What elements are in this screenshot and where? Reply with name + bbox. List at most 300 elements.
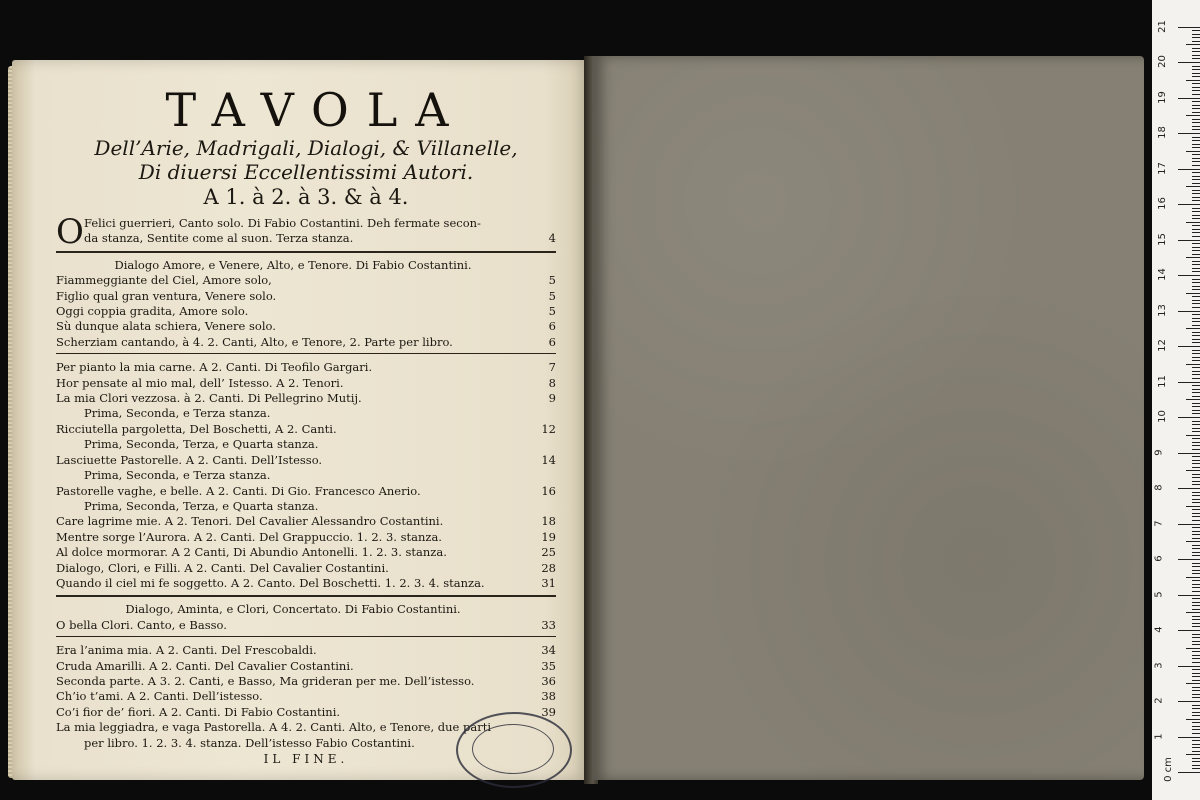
ruler-tick [1192,129,1200,130]
entry-text: Prima, Seconda, Terza, e Quarta stanza. [84,498,319,513]
ruler-tick [1192,722,1200,723]
toc-entry [56,422,556,437]
page-number: 35 [541,658,556,673]
library-stamp [456,712,572,788]
page-number: 28 [541,560,556,575]
ruler-tick [1192,509,1200,510]
toc-entry [56,360,556,375]
ruler-tick [1192,534,1200,535]
ruler-tick [1192,413,1200,414]
ruler-tick [1178,666,1200,667]
ruler-tick [1192,705,1200,706]
ruler-tick [1192,147,1200,148]
ruler-label: 19 [1156,90,1168,104]
toc-entry [56,643,556,658]
ruler-label: 12 [1156,339,1168,352]
ruler-tick [1192,662,1200,663]
ruler-tick [1192,555,1200,556]
ruler-tick [1186,44,1200,45]
ruler-tick [1192,161,1200,162]
ruler-tick [1192,460,1200,461]
ruler-tick [1178,488,1200,489]
entry-text: Cruda Amarilli. A 2. Canti. Del Cavalier Costantini. [56,658,354,673]
toc-entry [56,453,556,468]
toc-entry [56,576,556,591]
ruler-tick [1192,94,1200,95]
intro-line-2: da stanza, Sentite come al suon. Terza stanza. 4 [84,231,556,246]
ruler-tick [1192,516,1200,517]
ruler-tick [1192,623,1200,624]
toc-entry [56,391,556,406]
ruler-tick [1192,467,1200,468]
ruler-tick [1186,435,1200,436]
entry-text: La mia leggiadra, e vaga Pastorella. A 4. 2. Canti. Alto, e Tenore, due parti [56,720,492,735]
toc-entry [56,258,556,273]
ruler-tick [1192,193,1200,194]
ruler-tick [1186,399,1200,400]
ruler-label: 20 [1156,55,1168,68]
section-2 [56,360,556,591]
ruler-tick [1192,570,1200,571]
ruler-tick [1192,442,1200,443]
ruler-tick [1192,445,1200,446]
ruler-tick [1192,587,1200,588]
ruler-tick [1192,357,1200,358]
ruler-tick [1192,651,1200,652]
ruler-tick [1192,548,1200,549]
ruler-tick [1192,520,1200,521]
ruler-tick [1192,634,1200,635]
toc-entry [56,618,556,633]
ruler-tick [1192,584,1200,585]
ruler-tick [1192,431,1200,432]
toc-entry [56,499,556,514]
ruler-tick [1178,27,1200,28]
entry-text: Era l’anima mia. A 2. Canti. Del Frescobaldi. [56,643,317,658]
section-rule [56,595,556,597]
ruler-tick [1192,76,1200,77]
ruler-label: 13 [1156,303,1168,317]
ruler-label: 9 [1153,448,1165,456]
entry-text: Scherziam cantando, à 4. 2. Canti, Alto, e Tenore, 2. Parte per libro. [56,334,453,349]
ruler-tick [1192,197,1200,198]
ruler-tick [1192,438,1200,439]
ruler-tick [1192,655,1200,656]
ruler-tick [1192,208,1200,209]
ruler-tick [1186,470,1200,471]
ruler-tick [1192,215,1200,216]
ruler-tick [1192,538,1200,539]
page-number: 5 [548,288,556,303]
ruler-tick [1178,98,1200,99]
ruler-tick [1178,524,1200,525]
toc-entry [56,273,556,288]
ruler-tick [1192,403,1200,404]
entry-text: Hor pensate al mio mal, dell’ Istesso. A 2. Tenori. [56,375,344,390]
ruler-tick [1192,499,1200,500]
ruler-tick [1192,158,1200,159]
entry-text: Fiammeggiante del Ciel, Amore solo, [56,273,272,288]
ruler-tick [1192,261,1200,262]
toc-entry [56,406,556,421]
ruler-tick [1192,66,1200,67]
ruler-tick [1192,350,1200,351]
page-number: 31 [541,575,556,590]
ruler-tick [1178,133,1200,134]
entry-text: Ch’io t’ami. A 2. Canti. Dell’istesso. [56,689,263,704]
page-number: 4 [548,231,556,246]
ruler-label: 4 [1153,626,1165,633]
ruler-tick [1192,69,1200,70]
ruler-tick [1192,474,1200,475]
ruler-tick [1186,115,1200,116]
ruler-tick [1192,484,1200,485]
ruler-tick [1192,232,1200,233]
toc-entry [56,468,556,483]
entry-text: Ricciutella pargoletta, Del Boschetti, A 2. Canti. [56,421,337,436]
ruler-label: 15 [1156,232,1168,246]
page-number: 6 [548,334,556,349]
entry-text: Seconda parte. A 3. 2. Canti, e Basso, Ma grideran per me. Dell’istesso. [56,673,475,688]
ruler-tick [1192,342,1200,343]
left-page [12,60,590,780]
ruler-tick [1192,673,1200,674]
ruler-tick [1192,726,1200,727]
ruler-tick [1192,321,1200,322]
ruler-tick [1178,62,1200,63]
subtitle-2: Di diuersi Eccellentissimi Autori. [138,160,474,184]
ruler-tick [1192,637,1200,638]
ruler-tick [1192,616,1200,617]
entry-text: per libro. 1. 2. 3. 4. stanza. Dell’istesso Fabio Costantini. [84,735,415,750]
ruler-tick [1192,410,1200,411]
entry-text: La mia Clori vezzosa. à 2. Canti. Di Pellegrino Mutij. [56,391,362,406]
ruler-tick [1192,300,1200,301]
ruler-tick [1192,183,1200,184]
ruler-tick [1186,719,1200,720]
ruler-label: 16 [1156,197,1168,210]
ruler-label: 2 [1153,697,1165,704]
ruler-tick [1192,389,1200,390]
ruler-tick [1192,236,1200,237]
table-of-contents [56,84,556,766]
section-rule [56,353,556,354]
ruler-tick [1192,314,1200,315]
ruler-tick [1192,513,1200,514]
ruler-tick [1192,335,1200,336]
ruler-tick [1192,83,1200,84]
ruler-tick [1192,729,1200,730]
ruler-tick [1192,609,1200,610]
page-number: 19 [541,529,556,544]
ruler-tick [1192,55,1200,56]
ruler-tick [1192,279,1200,280]
ruler-tick [1192,744,1200,745]
ruler-tick [1192,119,1200,120]
entry-text: Quando il ciel mi fe soggetto. A 2. Canto. Del Boschetti. 1. 2. 3. 4. stanza. [56,575,485,590]
measurement-ruler [1152,0,1200,800]
ruler-tick [1192,48,1200,49]
ruler-tick [1192,172,1200,173]
page-number: 25 [541,545,556,560]
ruler-tick [1192,566,1200,567]
ruler-tick [1192,105,1200,106]
page-number: 36 [541,673,556,688]
ruler-tick [1192,406,1200,407]
toc-entry [56,674,556,689]
page-number: 39 [541,704,556,719]
subtitle-3: A 1. à 2. à 3. & à 4. [203,185,409,209]
ruler-tick [1192,626,1200,627]
ruler-tick [1178,240,1200,241]
entry-text: Care lagrime mie. A 2. Tenori. Del Cavalier Alessandro Costantini. [56,514,444,529]
ruler-label: 17 [1156,161,1168,175]
ruler-tick [1192,126,1200,127]
ruler-tick [1192,73,1200,74]
open-book [12,56,1144,784]
ruler-tick [1192,211,1200,212]
ruler-tick [1192,122,1200,123]
ruler-tick [1178,737,1200,738]
ruler-tick [1186,151,1200,152]
toc-entry [56,689,556,704]
toc-entry [56,304,556,319]
ruler-tick [1192,573,1200,574]
entry-text: Dialogo, Clori, e Filli. A 2. Canti. Del Cavalier Costantini. [56,560,389,575]
entry-text: Prima, Seconda, Terza, e Quarta stanza. [84,437,319,452]
ruler-tick [1192,641,1200,642]
intro-entry [56,212,556,252]
ruler-tick [1192,37,1200,38]
ruler-tick [1186,612,1200,613]
ruler-label: 11 [1156,374,1168,388]
ruler-tick [1192,495,1200,496]
ruler-tick [1192,51,1200,52]
ruler-tick [1192,112,1200,113]
ruler-tick [1192,758,1200,759]
ruler-tick [1192,179,1200,180]
ruler-tick [1192,30,1200,31]
toc-entry [56,289,556,304]
entry-text: Figlio qual gran ventura, Venere solo. [56,288,277,303]
ruler-tick [1192,392,1200,393]
ruler-tick [1192,761,1200,762]
entry-text: Al dolce mormorar. A 2 Canti, Di Abundio Antonelli. 1. 2. 3. stanza. [56,545,447,560]
ruler-tick [1178,772,1200,773]
ruler-tick [1192,712,1200,713]
ruler-tick [1192,598,1200,599]
page-number: 5 [548,304,556,319]
ruler-tick [1192,531,1200,532]
ruler-tick [1192,378,1200,379]
ruler-tick [1178,417,1200,418]
ruler-tick [1192,421,1200,422]
ruler-tick [1192,268,1200,269]
ruler-tick [1186,364,1200,365]
page-title: TAVOLA [165,83,467,137]
page-number: 9 [548,391,556,406]
entry-text: Dialogo Amore, e Venere, Alto, e Tenore. Di Fabio Costantini. [114,257,472,272]
ruler-tick [1192,371,1200,372]
ruler-tick [1192,254,1200,255]
ruler-label: 10 [1156,410,1168,423]
ruler-tick [1192,694,1200,695]
ruler-tick [1186,683,1200,684]
ruler-tick [1192,108,1200,109]
ruler-tick [1192,605,1200,606]
ruler-tick [1192,527,1200,528]
ruler-tick [1192,690,1200,691]
ruler-tick [1192,34,1200,35]
ruler-tick [1192,765,1200,766]
ruler-tick [1192,318,1200,319]
ruler-tick [1192,250,1200,251]
ruler-tick [1192,751,1200,752]
entry-text: Pastorelle vaghe, e belle. A 2. Canti. Di Gio. Francesco Anerio. [56,483,421,498]
ruler-tick [1192,580,1200,581]
ruler-tick [1186,186,1200,187]
ruler-tick [1192,708,1200,709]
ruler-tick [1192,733,1200,734]
toc-entry [56,437,556,452]
page-number: 14 [541,452,556,467]
ruler-tick [1178,701,1200,702]
ruler-tick [1192,449,1200,450]
ruler-unit: 0 cm [1162,757,1174,782]
ruler-tick [1186,328,1200,329]
ruler-tick [1192,463,1200,464]
entry-text: Sù dunque alata schiera, Venere solo. [56,319,276,334]
ruler-tick [1192,200,1200,201]
ruler-tick [1178,453,1200,454]
ruler-tick [1186,293,1200,294]
ruler-tick [1178,559,1200,560]
ruler-tick [1192,644,1200,645]
ruler-tick [1192,619,1200,620]
ruler-tick [1192,367,1200,368]
ruler-tick [1178,346,1200,347]
ruler-tick [1192,339,1200,340]
toc-entry [56,561,556,576]
ruler-tick [1192,602,1200,603]
ruler-tick [1178,382,1200,383]
toc-entry [56,376,556,391]
ruler-tick [1192,325,1200,326]
section-rule [56,251,556,253]
ruler-tick [1192,218,1200,219]
ruler-label: 1 [1153,732,1165,740]
section-3 [56,602,556,633]
entry-text: Per pianto la mia carne. A 2. Canti. Di Teofilo Gargari. [56,360,373,375]
ruler-tick [1178,595,1200,596]
ruler-tick [1192,428,1200,429]
toc-entry [56,602,556,617]
ruler-tick [1192,669,1200,670]
ruler-tick [1192,243,1200,244]
intro-line-1: Felici guerrieri, Canto solo. Di Fabio Costantini. Deh fermate secon- [84,216,481,230]
ruler-label: 5 [1153,590,1165,598]
ruler-tick [1178,204,1200,205]
ruler-label: 7 [1153,519,1165,527]
ruler-tick [1192,687,1200,688]
ruler-tick [1192,247,1200,248]
ruler-tick [1192,385,1200,386]
ruler-tick [1192,492,1200,493]
ruler-tick [1186,754,1200,755]
page-number: 8 [548,375,556,390]
ruler-tick [1192,591,1200,592]
ruler-tick [1192,58,1200,59]
ruler-tick [1186,648,1200,649]
ruler-tick [1192,424,1200,425]
toc-entry [56,545,556,560]
ruler-tick [1192,282,1200,283]
page-number: 33 [541,617,556,632]
entry-text: Prima, Seconda, e Terza stanza. [84,406,271,421]
entry-text: Co’i fior de’ fiori. A 2. Canti. Di Fabio Costantini. [56,704,341,719]
ruler-tick [1186,257,1200,258]
page-number: 16 [541,483,556,498]
ruler-tick [1192,747,1200,748]
page-number: 5 [548,273,556,288]
ruler-tick [1192,697,1200,698]
ruler-tick [1192,715,1200,716]
ruler-tick [1192,303,1200,304]
ruler-label: 8 [1153,484,1165,491]
toc-entry [56,530,556,545]
ruler-tick [1192,456,1200,457]
ruler-label: 18 [1156,126,1168,139]
ruler-tick [1192,680,1200,681]
ruler-tick [1178,630,1200,631]
ruler-tick [1192,264,1200,265]
ruler-tick [1186,541,1200,542]
ruler-tick [1192,225,1200,226]
ruler-tick [1192,289,1200,290]
ruler-tick [1192,154,1200,155]
entry-text: Dialogo, Aminta, e Clori, Concertato. Di Fabio Costantini. [125,602,461,617]
section-rule [56,636,556,637]
ruler-tick [1192,90,1200,91]
ruler-tick [1178,275,1200,276]
page-number: 7 [548,360,556,375]
entry-text: O bella Clori. Canto, e Basso. [56,617,227,632]
ruler-tick [1192,396,1200,397]
ruler-tick [1192,307,1200,308]
ruler-tick [1192,271,1200,272]
ruler-tick [1192,140,1200,141]
ruler-tick [1178,169,1200,170]
ruler-tick [1192,658,1200,659]
toc-entry [56,659,556,674]
ruler-label: 3 [1153,661,1165,669]
ruler-tick [1192,286,1200,287]
end-mark: IL FINE. [263,752,349,766]
ruler-tick [1192,740,1200,741]
ruler-tick [1192,563,1200,564]
page-number: 6 [548,319,556,334]
ruler-label: 14 [1156,268,1168,281]
entry-text: Prima, Seconda, e Terza stanza. [84,468,271,483]
right-cover-board [592,56,1144,780]
ruler-tick [1192,374,1200,375]
toc-entry [56,335,556,350]
ruler-tick [1192,502,1200,503]
page-number: 38 [541,689,556,704]
toc-entry [56,319,556,334]
ruler-tick [1192,332,1200,333]
ruler-tick [1192,477,1200,478]
